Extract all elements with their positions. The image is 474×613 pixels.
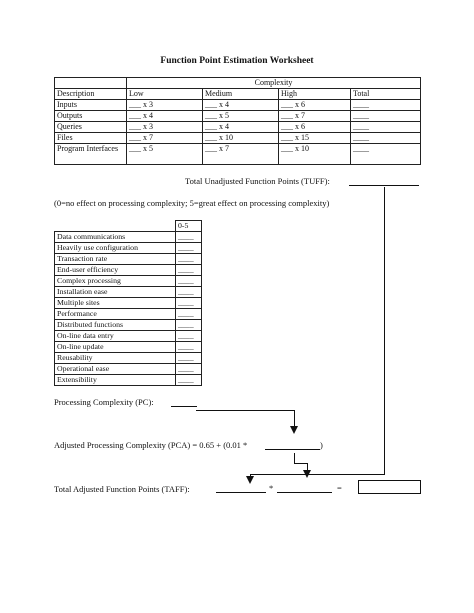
tuff-connector-drop [384, 187, 385, 474]
table-row [55, 133, 421, 144]
total-blank[interactable]: ____ [351, 133, 421, 144]
scale-note: (0=no effect on processing complexity; 5=great effect on processing complexity) [54, 198, 330, 208]
table-row [55, 331, 202, 342]
factor-label: Complex processing [55, 276, 176, 287]
factor-score-blank[interactable]: ____ [176, 320, 202, 331]
factors-corner-cell [55, 221, 176, 232]
medium-blank[interactable]: ___ x 4 [203, 122, 279, 133]
table-row [55, 298, 202, 309]
row-description: Inputs [55, 100, 127, 111]
factor-score-blank[interactable]: ____ [176, 309, 202, 320]
table-row [55, 254, 202, 265]
pca-close-paren: ) [320, 440, 323, 450]
factor-label: Reusability [55, 353, 176, 364]
table-header-row [55, 89, 421, 100]
complexity-group-header: Complexity [127, 78, 421, 89]
low-blank[interactable]: ___ x 3 [127, 100, 203, 111]
pc-label: Processing Complexity (PC): [54, 397, 154, 407]
table-row [55, 353, 202, 364]
page-title: Function Point Estimation Worksheet [160, 56, 314, 66]
factor-label: Performance [55, 309, 176, 320]
pca-blank[interactable] [265, 439, 320, 450]
table-row [55, 287, 202, 298]
pc-blank[interactable] [171, 396, 197, 407]
table-row [55, 232, 202, 243]
table-row [55, 375, 202, 386]
factor-score-blank[interactable]: ____ [176, 364, 202, 375]
table-row [55, 342, 202, 353]
header-low: Low [127, 89, 203, 100]
factor-score-blank[interactable]: ____ [176, 265, 202, 276]
taff-tuff-blank[interactable] [216, 482, 266, 493]
row-description: Files [55, 133, 127, 144]
table-row [55, 309, 202, 320]
factor-score-blank[interactable]: ____ [176, 243, 202, 254]
pca-connector-drop [294, 453, 295, 463]
medium-blank[interactable]: ___ x 7 [203, 144, 279, 165]
factor-score-blank[interactable]: ____ [176, 353, 202, 364]
factor-label: Multiple sites [55, 298, 176, 309]
header-total: Total [351, 89, 421, 100]
row-description: Program Interfaces [55, 144, 127, 165]
factor-label: Extensibility [55, 375, 176, 386]
row-description: Queries [55, 122, 127, 133]
table-row [55, 122, 421, 133]
tuff-blank[interactable] [349, 175, 419, 186]
header-description: Description [55, 89, 127, 100]
factor-score-blank[interactable]: ____ [176, 375, 202, 386]
header-high: High [279, 89, 351, 100]
total-blank[interactable]: ____ [351, 122, 421, 133]
table-row [55, 276, 202, 287]
factor-label: Transaction rate [55, 254, 176, 265]
table-row [55, 243, 202, 254]
header-medium: Medium [203, 89, 279, 100]
total-blank[interactable]: ____ [351, 111, 421, 122]
multiply-sign: * [269, 483, 274, 493]
factor-score-blank[interactable]: ____ [176, 331, 202, 342]
low-blank[interactable]: ___ x 3 [127, 122, 203, 133]
medium-blank[interactable]: ___ x 10 [203, 133, 279, 144]
high-blank[interactable]: ___ x 7 [279, 111, 351, 122]
tuff-connector-line [250, 474, 385, 475]
high-blank[interactable]: ___ x 6 [279, 122, 351, 133]
row-description: Outputs [55, 111, 127, 122]
high-blank[interactable]: ___ x 6 [279, 100, 351, 111]
table-row [55, 320, 202, 331]
table-row [55, 144, 421, 165]
equals-sign: = [337, 483, 342, 493]
total-blank[interactable]: ____ [351, 144, 421, 165]
factor-label: Heavily use configuration [55, 243, 176, 254]
pc-connector-line [196, 410, 295, 411]
table-corner-cell [55, 78, 127, 89]
factor-label: End-user efficiency [55, 265, 176, 276]
taff-label: Total Adjusted Function Points (TAFF): [54, 484, 190, 494]
low-blank[interactable]: ___ x 7 [127, 133, 203, 144]
taff-pca-blank[interactable] [277, 482, 332, 493]
factor-label: Installation ease [55, 287, 176, 298]
factor-label: On-line update [55, 342, 176, 353]
high-blank[interactable]: ___ x 15 [279, 133, 351, 144]
total-blank[interactable]: ____ [351, 100, 421, 111]
factor-label: Operational ease [55, 364, 176, 375]
factor-score-blank[interactable]: ____ [176, 232, 202, 243]
complexity-table [54, 77, 421, 165]
high-blank[interactable]: ___ x 10 [279, 144, 351, 165]
factors-scale-header: 0-5 [176, 221, 202, 232]
pca-label: Adjusted Processing Complexity (PCA) = 0.65 + (0.01 * [54, 440, 248, 450]
low-blank[interactable]: ___ x 4 [127, 111, 203, 122]
low-blank[interactable]: ___ x 5 [127, 144, 203, 165]
factor-label: On-line data entry [55, 331, 176, 342]
medium-blank[interactable]: ___ x 4 [203, 100, 279, 111]
table-row [55, 100, 421, 111]
arrow-down-icon [290, 426, 298, 434]
taff-result-box[interactable] [358, 480, 421, 494]
factor-label: Data communications [55, 232, 176, 243]
factor-score-blank[interactable]: ____ [176, 287, 202, 298]
factor-score-blank[interactable]: ____ [176, 298, 202, 309]
factors-table [54, 220, 202, 386]
pc-connector-drop [294, 410, 295, 426]
medium-blank[interactable]: ___ x 5 [203, 111, 279, 122]
table-row [55, 364, 202, 375]
factor-score-blank[interactable]: ____ [176, 254, 202, 265]
pca-connector-line [294, 463, 308, 464]
factor-score-blank[interactable]: ____ [176, 342, 202, 353]
factor-score-blank[interactable]: ____ [176, 276, 202, 287]
factor-label: Distributed functions [55, 320, 176, 331]
table-row [55, 111, 421, 122]
table-row [55, 265, 202, 276]
tuff-label: Total Unadjusted Function Points (TUFF): [185, 176, 330, 186]
